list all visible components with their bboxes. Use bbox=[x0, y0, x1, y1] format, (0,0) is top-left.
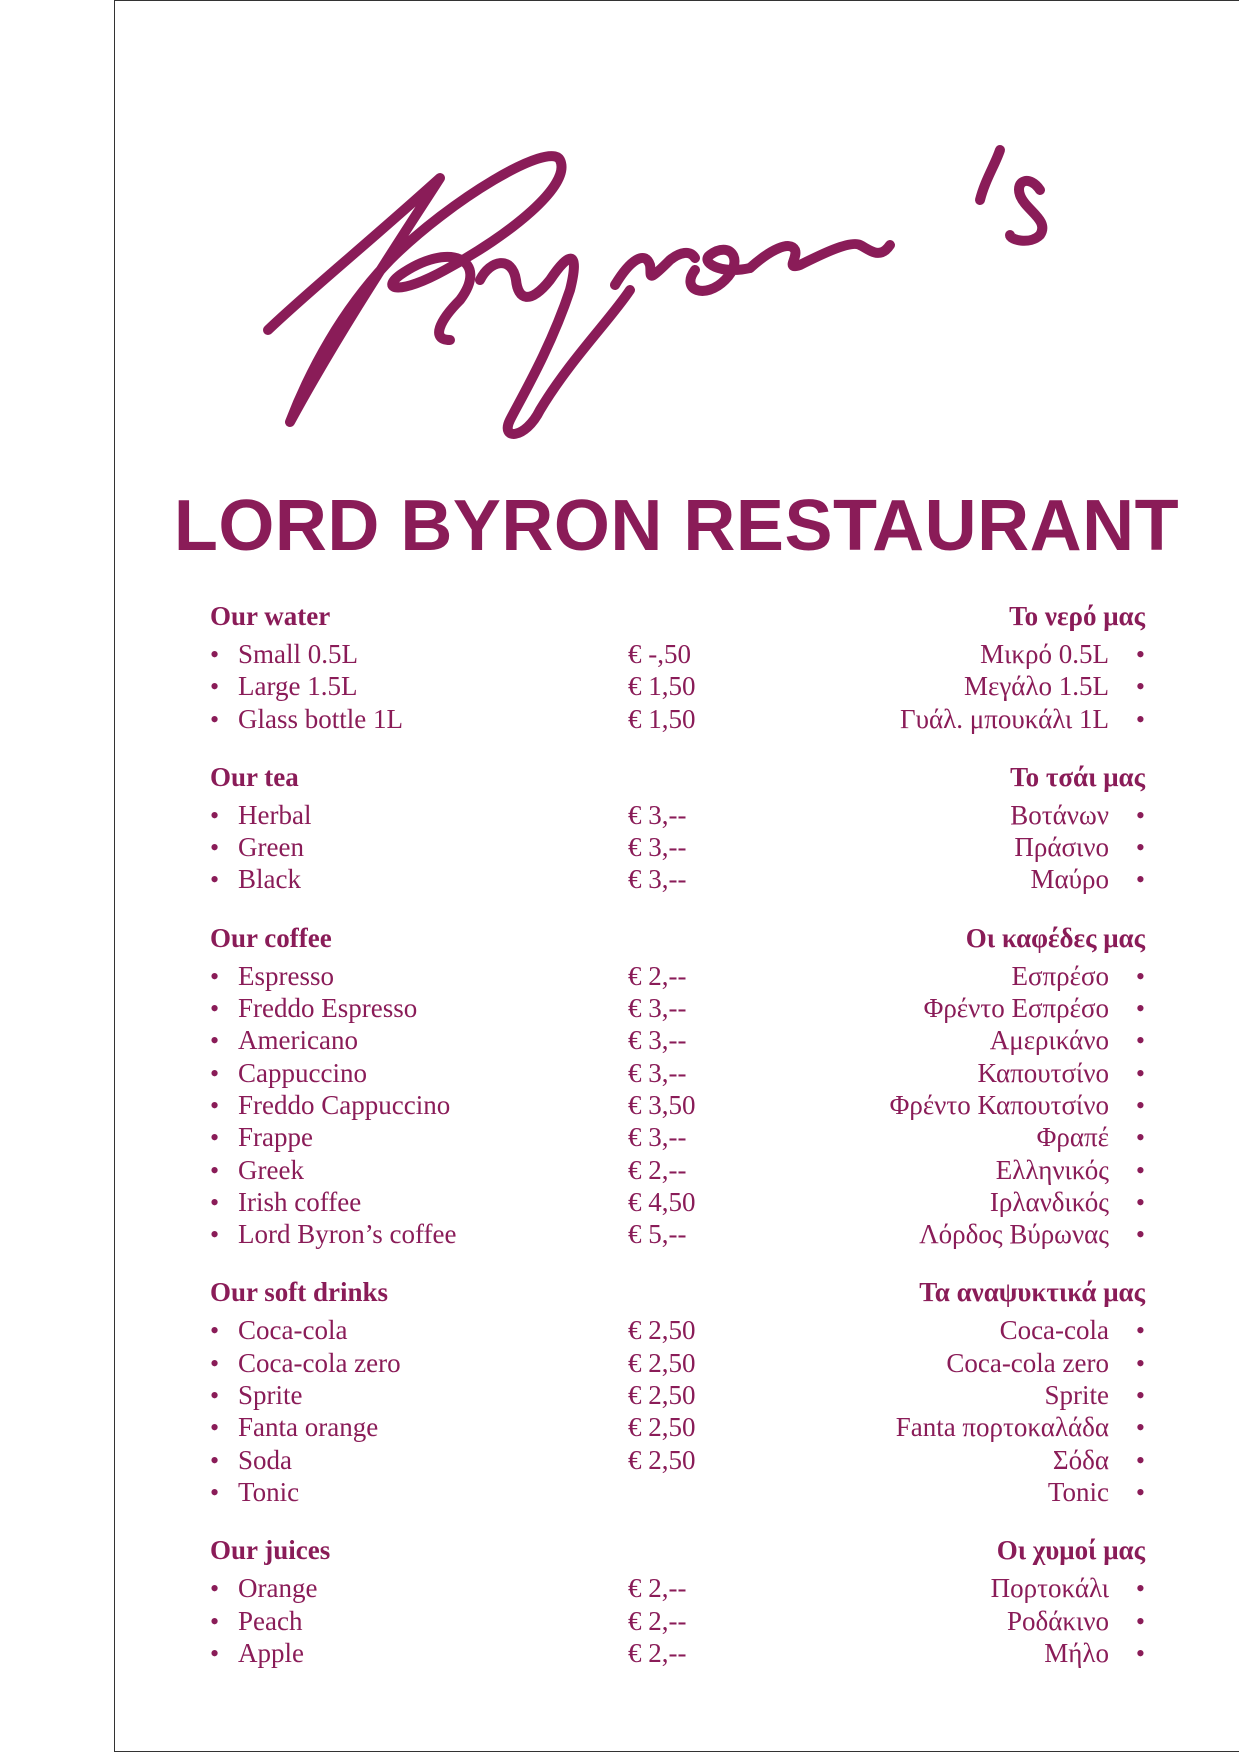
bullet-icon: • bbox=[1135, 1477, 1145, 1507]
item-name-en: Orange bbox=[238, 1573, 318, 1604]
drinks-menu bbox=[210, 598, 1145, 1693]
item-name-gr: Tonic bbox=[1047, 1476, 1109, 1507]
bullet-icon: • bbox=[1135, 704, 1145, 734]
bullet-icon: • bbox=[1135, 961, 1145, 991]
section-title-gr: Οι χυμοί μας bbox=[996, 1535, 1145, 1566]
section-title-gr: Οι καφέδες μας bbox=[965, 922, 1145, 953]
menu-item bbox=[210, 670, 1145, 702]
bullet-icon: • bbox=[210, 1477, 220, 1507]
bullet-icon: • bbox=[1135, 833, 1145, 863]
item-price: € 2,-- bbox=[628, 1573, 687, 1604]
item-price: € 2,-- bbox=[628, 1605, 687, 1636]
menu-item bbox=[210, 960, 1145, 992]
bullet-icon: • bbox=[1135, 1606, 1145, 1636]
item-name-gr: Μικρό 0.5L bbox=[980, 639, 1109, 669]
item-price: € 2,50 bbox=[628, 1347, 696, 1378]
item-name-en: Peach bbox=[238, 1605, 303, 1636]
bullet-icon: • bbox=[1135, 1090, 1145, 1120]
bullet-icon: • bbox=[210, 1316, 220, 1346]
item-price: € 1,50 bbox=[628, 671, 696, 702]
bullet-icon: • bbox=[1135, 672, 1145, 702]
item-name-gr: Πορτοκάλι bbox=[990, 1573, 1109, 1604]
bullet-icon: • bbox=[210, 1381, 220, 1411]
item-name-en: Freddo Cappuccino bbox=[238, 1089, 451, 1120]
bullet-icon: • bbox=[1135, 1155, 1145, 1185]
section-header bbox=[210, 598, 1145, 634]
item-name-en: Cappuccino bbox=[238, 1057, 367, 1088]
bullet-icon: • bbox=[1135, 1638, 1145, 1668]
item-name-en: Sprite bbox=[238, 1380, 303, 1411]
menu-item bbox=[210, 1476, 1145, 1508]
item-price: € 3,-- bbox=[628, 1025, 687, 1056]
bullet-icon: • bbox=[1135, 1123, 1145, 1153]
bullet-icon: • bbox=[210, 704, 220, 734]
item-price: € 3,50 bbox=[628, 1089, 696, 1120]
item-price: € 3,-- bbox=[628, 832, 687, 863]
item-name-gr: Ελληνικός bbox=[995, 1154, 1109, 1185]
bullet-icon: • bbox=[1135, 1574, 1145, 1604]
item-name-en: Espresso bbox=[238, 960, 334, 991]
menu-item bbox=[210, 992, 1145, 1024]
item-name-en: Tonic bbox=[238, 1476, 300, 1507]
menu-item bbox=[210, 1057, 1145, 1089]
bullet-icon: • bbox=[210, 1187, 220, 1217]
item-name-gr: Πράσινο bbox=[1014, 832, 1109, 863]
section-title-en: Our tea bbox=[210, 761, 299, 792]
section-title-en: Our juices bbox=[210, 1535, 331, 1566]
bullet-icon: • bbox=[1135, 800, 1145, 830]
section-title-en: Our water bbox=[210, 601, 331, 631]
item-name-en: Greek bbox=[238, 1154, 304, 1185]
item-name-en: Large 1.5L bbox=[238, 671, 358, 702]
bullet-icon: • bbox=[210, 1155, 220, 1185]
bullet-icon: • bbox=[210, 1220, 220, 1250]
bullet-icon: • bbox=[210, 1026, 220, 1056]
menu-item bbox=[210, 1218, 1145, 1250]
item-name-gr: Φρέντο Καπουτσίνο bbox=[889, 1089, 1109, 1120]
item-name-gr: Ροδάκινο bbox=[1007, 1605, 1109, 1636]
bullet-icon: • bbox=[210, 1638, 220, 1668]
bullet-icon: • bbox=[1135, 1026, 1145, 1056]
item-price: € 3,-- bbox=[628, 864, 687, 895]
bullet-icon: • bbox=[1135, 1413, 1145, 1443]
item-name-en: Green bbox=[238, 832, 304, 863]
item-name-gr: Σόδα bbox=[1052, 1444, 1109, 1475]
bullet-icon: • bbox=[1135, 1187, 1145, 1217]
bullet-icon: • bbox=[210, 961, 220, 991]
menu-item bbox=[210, 638, 1145, 670]
bullet-icon: • bbox=[210, 1606, 220, 1636]
menu-item bbox=[210, 799, 1145, 831]
item-name-gr: Sprite bbox=[1044, 1380, 1109, 1411]
byrons-signature-logo bbox=[250, 140, 1110, 480]
menu-item bbox=[210, 1572, 1145, 1604]
item-price: € 2,50 bbox=[628, 1380, 696, 1411]
item-price: € 1,50 bbox=[628, 703, 696, 734]
bullet-icon: • bbox=[210, 1058, 220, 1088]
menu-item bbox=[210, 1379, 1145, 1411]
item-price: € 2,-- bbox=[628, 960, 687, 991]
item-name-gr: Φραπέ bbox=[1036, 1122, 1109, 1153]
item-name-en: Freddo Espresso bbox=[238, 993, 418, 1024]
bullet-icon: • bbox=[1135, 1348, 1145, 1378]
menu-item bbox=[210, 1605, 1145, 1637]
item-name-gr: Μήλο bbox=[1044, 1637, 1109, 1668]
bullet-icon: • bbox=[210, 1574, 220, 1604]
item-name-gr: Ιρλανδικός bbox=[989, 1186, 1109, 1217]
item-name-gr: Μεγάλο 1.5L bbox=[963, 671, 1109, 702]
item-price: € 2,-- bbox=[628, 1154, 687, 1185]
section-header bbox=[210, 920, 1145, 956]
item-name-gr: Βοτάνων bbox=[1010, 799, 1109, 830]
item-name-gr: Coca-cola bbox=[999, 1315, 1109, 1346]
item-price: € 3,-- bbox=[628, 1122, 687, 1153]
item-name-gr: Εσπρέσο bbox=[1011, 960, 1109, 991]
item-name-en: Black bbox=[238, 864, 301, 895]
item-name-gr: Αμερικάνο bbox=[989, 1025, 1109, 1056]
bullet-icon: • bbox=[210, 1090, 220, 1120]
item-price: € 3,-- bbox=[628, 1057, 687, 1088]
item-name-en: Lord Byron’s coffee bbox=[238, 1219, 457, 1250]
item-name-gr: Λόρδος Βύρωνας bbox=[919, 1219, 1109, 1250]
section-header bbox=[210, 1274, 1145, 1310]
menu-item bbox=[210, 1121, 1145, 1153]
item-name-gr: Καπουτσίνο bbox=[977, 1057, 1109, 1088]
menu-item bbox=[210, 1186, 1145, 1218]
bullet-icon: • bbox=[1135, 1220, 1145, 1250]
section-title-en: Our soft drinks bbox=[210, 1277, 389, 1308]
item-name-en: Herbal bbox=[238, 799, 312, 830]
bullet-icon: • bbox=[1135, 994, 1145, 1024]
item-price: € 5,-- bbox=[628, 1219, 687, 1250]
item-name-en: Coca-cola bbox=[238, 1315, 348, 1346]
item-name-en: Soda bbox=[238, 1444, 292, 1475]
item-price: € 3,-- bbox=[628, 993, 687, 1024]
menu-item bbox=[210, 703, 1145, 735]
item-price: € 2,-- bbox=[628, 1637, 687, 1668]
item-name-en: Fanta orange bbox=[238, 1412, 379, 1443]
menu-item bbox=[210, 1347, 1145, 1379]
bullet-icon: • bbox=[1135, 1445, 1145, 1475]
bullet-icon: • bbox=[210, 865, 220, 895]
item-name-gr: Φρέντο Εσπρέσο bbox=[923, 993, 1109, 1024]
bullet-icon: • bbox=[1135, 865, 1145, 895]
bullet-icon: • bbox=[210, 1413, 220, 1443]
item-name-en: Frappe bbox=[238, 1122, 313, 1153]
menu-section bbox=[210, 920, 1145, 1251]
section-header bbox=[210, 1532, 1145, 1568]
item-name-en: Small 0.5L bbox=[238, 639, 358, 669]
section-title-gr: Το νερό μας bbox=[1009, 601, 1145, 631]
item-price: € 2,50 bbox=[628, 1412, 696, 1443]
menu-item bbox=[210, 1637, 1145, 1669]
item-name-en: Apple bbox=[238, 1637, 304, 1668]
item-name-gr: Fanta πορτοκαλάδα bbox=[895, 1412, 1109, 1443]
item-price: € 3,-- bbox=[628, 799, 687, 830]
menu-item bbox=[210, 1411, 1145, 1443]
bullet-icon: • bbox=[210, 800, 220, 830]
item-price: € 2,50 bbox=[628, 1444, 696, 1475]
bullet-icon: • bbox=[210, 1348, 220, 1378]
menu-section bbox=[210, 1274, 1145, 1508]
section-title-en: Our coffee bbox=[210, 922, 332, 953]
bullet-icon: • bbox=[210, 1123, 220, 1153]
item-name-gr: Coca-cola zero bbox=[946, 1347, 1109, 1378]
menu-item bbox=[210, 1444, 1145, 1476]
item-name-en: Americano bbox=[238, 1025, 358, 1056]
menu-section bbox=[210, 759, 1145, 896]
item-name-en: Irish coffee bbox=[238, 1186, 362, 1217]
bullet-icon: • bbox=[210, 672, 220, 702]
menu-section bbox=[210, 598, 1145, 735]
bullet-icon: • bbox=[210, 833, 220, 863]
section-title-gr: Το τσάι μας bbox=[1010, 761, 1145, 792]
bullet-icon: • bbox=[1135, 1316, 1145, 1346]
bullet-icon: • bbox=[1135, 1058, 1145, 1088]
bullet-icon: • bbox=[210, 640, 220, 669]
item-name-gr: Γυάλ. μπουκάλι 1L bbox=[900, 703, 1109, 734]
bullet-icon: • bbox=[1135, 640, 1145, 669]
item-name-en: Glass bottle 1L bbox=[238, 703, 403, 734]
item-price: € 4,50 bbox=[628, 1186, 696, 1217]
menu-section bbox=[210, 1532, 1145, 1669]
menu-item bbox=[210, 1024, 1145, 1056]
section-title-gr: Τα αναψυκτικά μας bbox=[919, 1277, 1145, 1308]
section-header bbox=[210, 759, 1145, 795]
bullet-icon: • bbox=[1135, 1381, 1145, 1411]
menu-item bbox=[210, 1314, 1145, 1346]
menu-item bbox=[210, 1089, 1145, 1121]
restaurant-title: LORD BYRON RESTAURANT bbox=[173, 486, 1180, 566]
menu-item bbox=[210, 1154, 1145, 1186]
bullet-icon: • bbox=[210, 1445, 220, 1475]
menu-item bbox=[210, 831, 1145, 863]
menu-item bbox=[210, 863, 1145, 895]
item-name-gr: Μαύρο bbox=[1030, 864, 1109, 895]
item-price: € 2,50 bbox=[628, 1315, 696, 1346]
item-name-en: Coca-cola zero bbox=[238, 1347, 401, 1378]
item-price: € -,50 bbox=[628, 639, 691, 669]
bullet-icon: • bbox=[210, 994, 220, 1024]
